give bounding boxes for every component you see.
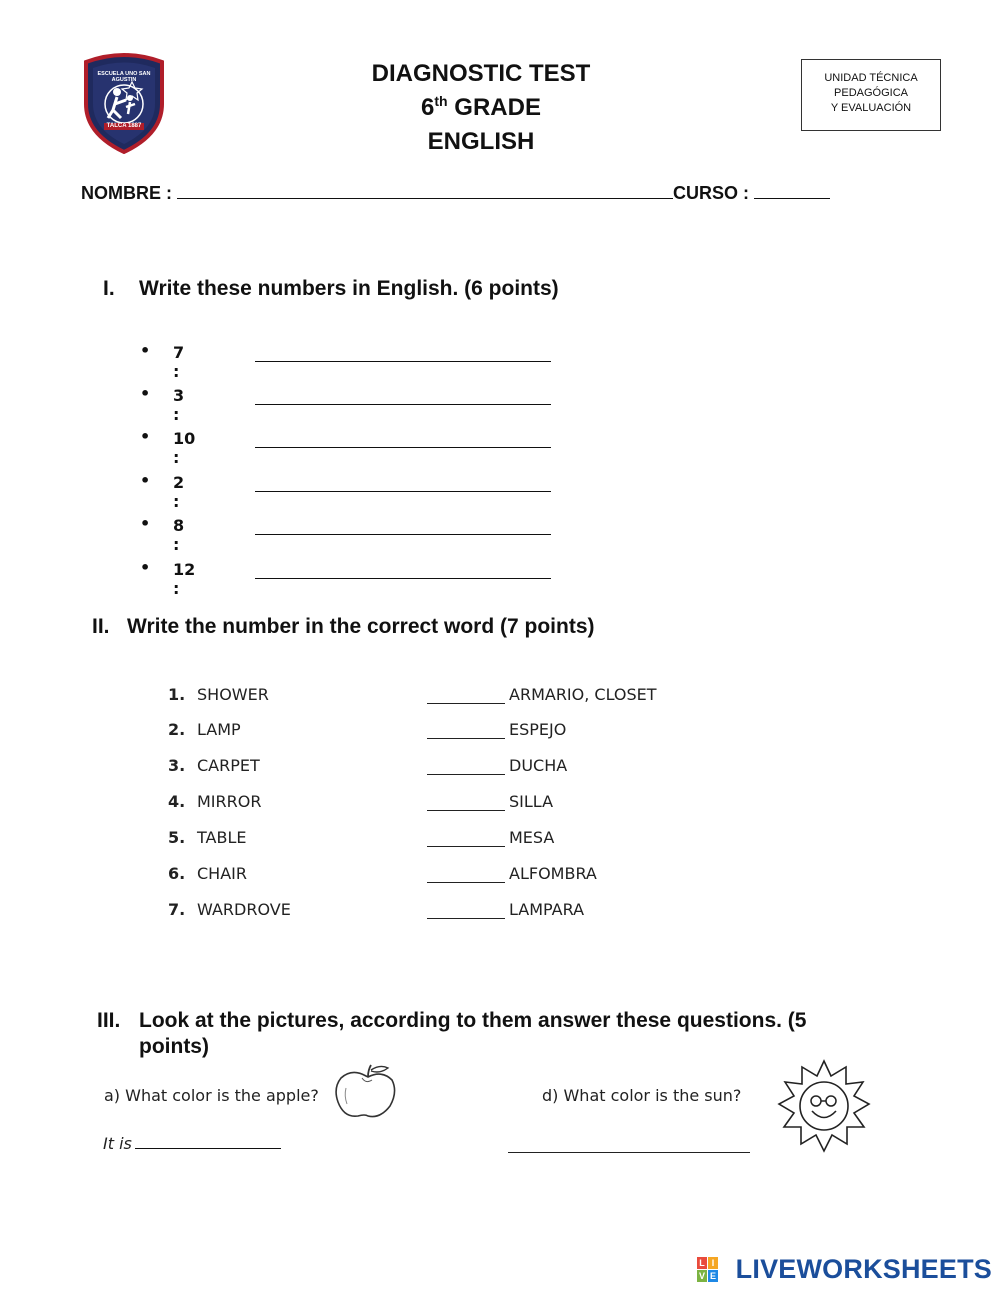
match-number: 6. bbox=[168, 864, 186, 883]
match-blank[interactable] bbox=[427, 738, 505, 739]
match-row bbox=[0, 756, 1000, 780]
sun-icon bbox=[776, 1058, 872, 1154]
match-row bbox=[0, 720, 1000, 744]
section-3-number: III. bbox=[97, 1009, 121, 1032]
match-word: MIRROR bbox=[197, 792, 262, 811]
match-translation: ALFOMBRA bbox=[509, 864, 597, 883]
match-row bbox=[0, 864, 1000, 888]
unit-box-line-3: Y EVALUACIÓN bbox=[830, 102, 912, 114]
title-line-3: ENGLISH bbox=[427, 128, 535, 155]
match-word: WARDROVE bbox=[197, 900, 291, 919]
watermark-text: LIVEWORKSHEETS bbox=[735, 1254, 992, 1284]
section-2-number: II. bbox=[92, 615, 110, 638]
match-number: 5. bbox=[168, 828, 186, 847]
number-label: 3 : bbox=[173, 386, 185, 424]
number-label: 2 : bbox=[173, 473, 185, 511]
match-word: CHAIR bbox=[197, 864, 247, 883]
match-blank[interactable] bbox=[427, 703, 505, 704]
bullet-icon: • bbox=[140, 384, 151, 403]
match-blank[interactable] bbox=[427, 846, 505, 847]
match-blank[interactable] bbox=[427, 774, 505, 775]
match-blank[interactable] bbox=[427, 810, 505, 811]
answer-blank[interactable] bbox=[255, 491, 551, 492]
match-translation: LAMPARA bbox=[509, 900, 585, 919]
logo-city: TALCA 1887 bbox=[106, 123, 142, 129]
course-blank[interactable] bbox=[754, 198, 830, 199]
logo-letter: E bbox=[709, 1271, 716, 1281]
match-translation: ARMARIO, CLOSET bbox=[509, 685, 657, 704]
title-line-1: DIAGNOSTIC TEST bbox=[371, 60, 591, 87]
bullet-icon: • bbox=[140, 558, 151, 577]
section-1-title: Write these numbers in English. (6 points) bbox=[139, 277, 559, 300]
course-label: CURSO : bbox=[673, 183, 750, 203]
match-translation: SILLA bbox=[509, 792, 554, 811]
grade-suffix: th bbox=[434, 93, 448, 109]
liveworksheets-logo-icon bbox=[697, 1257, 719, 1283]
number-label: 12 : bbox=[173, 560, 196, 598]
match-number: 2. bbox=[168, 720, 186, 739]
school-logo bbox=[80, 52, 168, 154]
grade-word: GRADE bbox=[454, 94, 541, 121]
bullet-icon: • bbox=[140, 514, 151, 533]
sun-picture bbox=[776, 1058, 872, 1154]
logo-letter: L bbox=[697, 1257, 707, 1269]
logo-letter: I bbox=[708, 1257, 718, 1269]
match-word: CARPET bbox=[197, 756, 260, 775]
match-translation: ESPEJO bbox=[509, 720, 567, 739]
match-word: LAMP bbox=[197, 720, 241, 739]
logo-letter: V bbox=[698, 1271, 705, 1281]
answer-blank[interactable] bbox=[255, 361, 551, 362]
answer-blank[interactable] bbox=[255, 534, 551, 535]
number-label: 10 : bbox=[173, 429, 196, 467]
question-a: a) What color is the apple? bbox=[104, 1086, 319, 1105]
match-blank[interactable] bbox=[427, 882, 505, 883]
section-3-title-line-2: points) bbox=[139, 1035, 209, 1058]
name-label: NOMBRE : bbox=[81, 183, 172, 203]
match-row bbox=[0, 828, 1000, 852]
apple-icon bbox=[332, 1062, 402, 1120]
section-2-title: Write the number in the correct word (7 points) bbox=[127, 615, 595, 638]
section-1-number: I. bbox=[103, 277, 115, 300]
match-row bbox=[0, 792, 1000, 816]
answer-prefix: It is bbox=[103, 1134, 132, 1153]
bullet-icon: • bbox=[140, 471, 151, 490]
number-label: 8 : bbox=[173, 516, 185, 554]
match-number: 1. bbox=[168, 685, 186, 704]
unit-box-line-2: PEDAGÓGICA bbox=[834, 87, 908, 99]
logo-text: ESCUELA UNO SAN AGUSTIN bbox=[97, 71, 151, 83]
bullet-icon: • bbox=[140, 427, 151, 446]
match-translation: DUCHA bbox=[509, 756, 568, 775]
answer-d-blank[interactable] bbox=[508, 1152, 750, 1153]
question-d: d) What color is the sun? bbox=[542, 1086, 742, 1105]
answer-a-blank[interactable] bbox=[135, 1148, 281, 1149]
match-row bbox=[0, 900, 1000, 924]
title-grade bbox=[300, 93, 662, 122]
match-word: SHOWER bbox=[197, 685, 269, 704]
answer-blank[interactable] bbox=[255, 447, 551, 448]
answer-blank[interactable] bbox=[255, 578, 551, 579]
match-blank[interactable] bbox=[427, 918, 505, 919]
student-row bbox=[81, 183, 830, 204]
number-label: 7 : bbox=[173, 343, 185, 381]
match-translation: MESA bbox=[509, 828, 555, 847]
answer-a-row bbox=[103, 1134, 281, 1153]
name-blank[interactable] bbox=[177, 198, 673, 199]
match-number: 4. bbox=[168, 792, 186, 811]
match-word: TABLE bbox=[197, 828, 247, 847]
apple-picture bbox=[332, 1062, 402, 1120]
match-number: 7. bbox=[168, 900, 186, 919]
match-row bbox=[0, 685, 1000, 709]
bullet-icon: • bbox=[140, 341, 151, 360]
grade-number: 6 bbox=[421, 94, 435, 121]
unit-box bbox=[801, 59, 941, 131]
match-number: 3. bbox=[168, 756, 186, 775]
answer-blank[interactable] bbox=[255, 404, 551, 405]
section-3-title-line-1: Look at the pictures, according to them answer these questions. (5 bbox=[139, 1009, 807, 1032]
unit-box-line-1: UNIDAD TÉCNICA bbox=[824, 72, 918, 84]
